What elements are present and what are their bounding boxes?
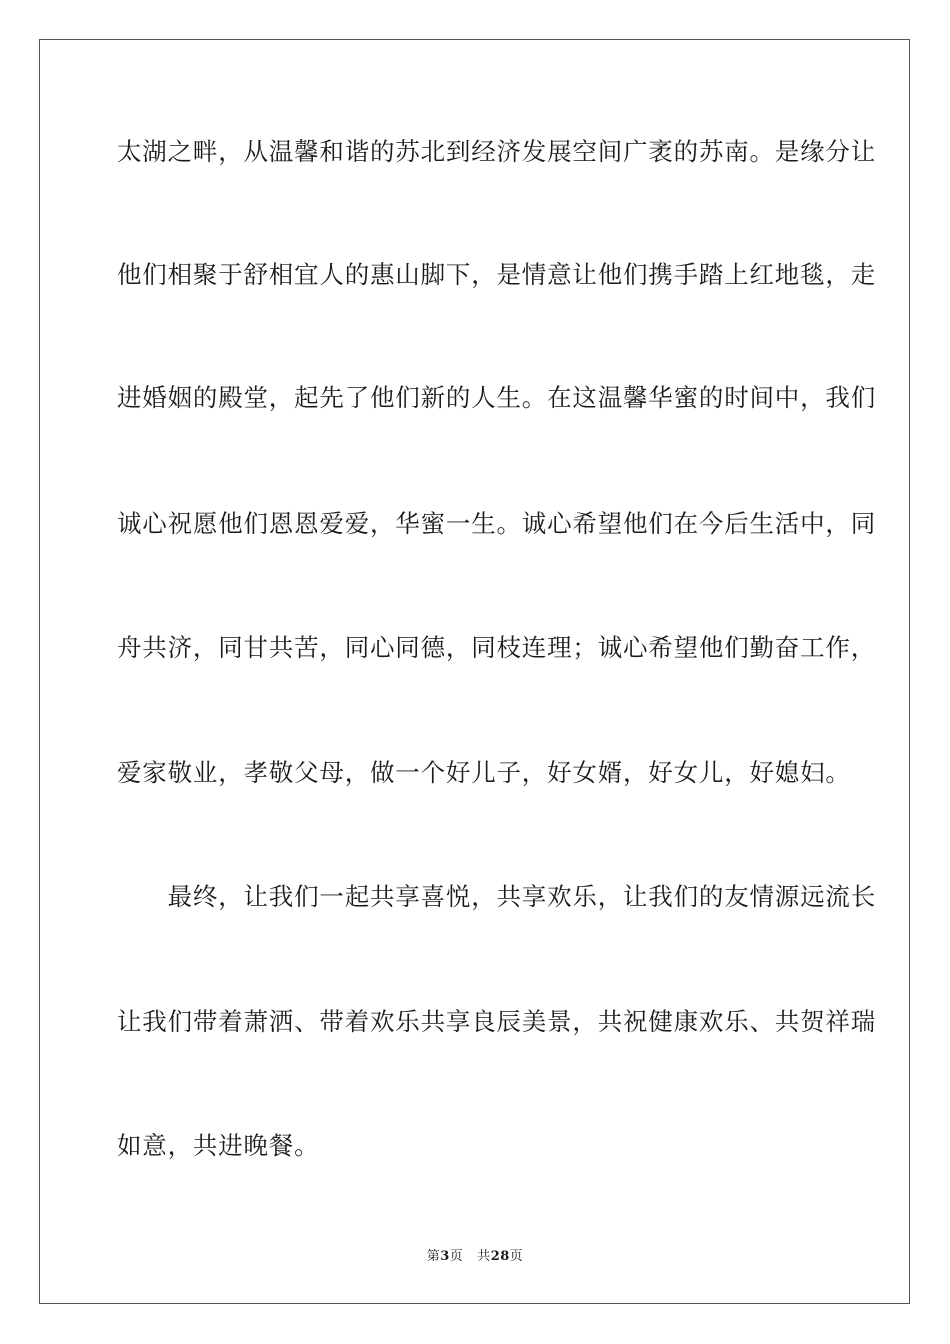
page-number: 3 xyxy=(440,1249,450,1264)
total-pages: 28 xyxy=(490,1249,510,1264)
text-line: 爱家敬业，孝敬父母，做一个好儿子，好女婿，好女儿，好媳妇。 xyxy=(117,758,851,787)
total-suffix: 页 xyxy=(509,1249,524,1264)
page-prefix: 第 xyxy=(426,1249,441,1264)
text-line: 最终，让我们一起共享喜悦，共享欢乐，让我们的友情源远流长 xyxy=(117,882,876,911)
text-line: 如意，共进晚餐。 xyxy=(117,1131,320,1160)
total-prefix: 共 xyxy=(477,1249,491,1264)
text-line: 太湖之畔，从温馨和谐的苏北到经济发展空间广袤的苏南。是缘分让 xyxy=(117,137,876,166)
page-suffix: 页 xyxy=(449,1249,464,1264)
text-line: 诚心祝愿他们恩恩爱爱，华蜜一生。诚心希望他们在今后生活中，同 xyxy=(117,509,876,538)
page-footer xyxy=(0,1248,950,1266)
text-line: 他们相聚于舒相宜人的惠山脚下，是情意让他们携手踏上红地毯，走 xyxy=(117,260,876,289)
page-border xyxy=(39,39,910,1304)
text-line: 进婚姻的殿堂，起先了他们新的人生。在这温馨华蜜的时间中，我们 xyxy=(117,383,876,412)
text-line: 让我们带着萧洒、带着欢乐共享良辰美景，共祝健康欢乐、共贺祥瑞 xyxy=(117,1007,876,1036)
text-line: 舟共济，同甘共苦，同心同德，同枝连理；诚心希望他们勤奋工作， xyxy=(117,633,876,662)
